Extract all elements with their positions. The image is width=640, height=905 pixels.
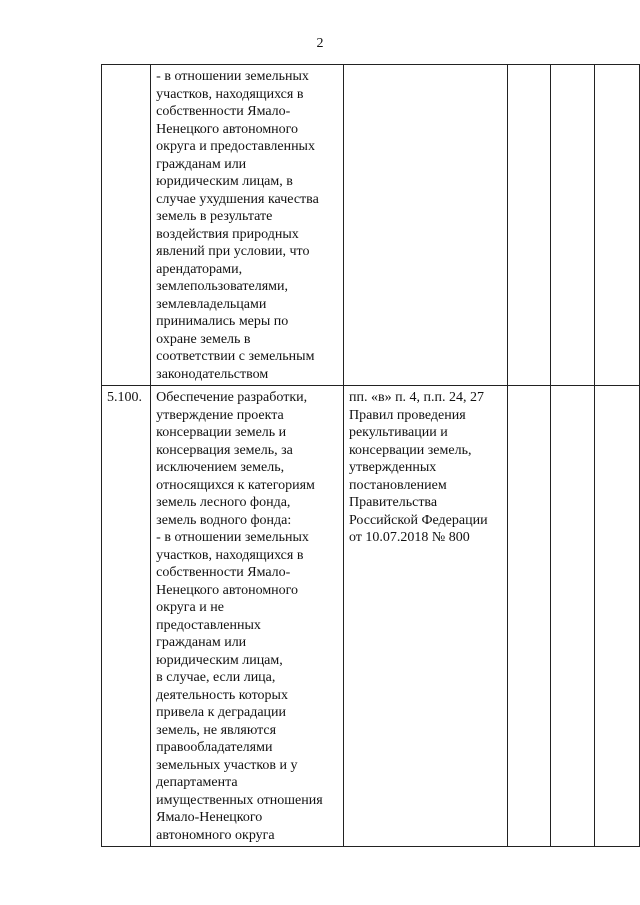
row-number-cell [102, 65, 151, 386]
document-table [101, 64, 640, 847]
description-line: округа и предоставленных [156, 139, 315, 154]
description-line: исключением земель, [156, 460, 285, 475]
empty-cell-4 [507, 386, 550, 847]
description-line: Ненецкого автономного [156, 582, 299, 598]
description-line: - в отношении земельных [156, 530, 309, 545]
description-line: гражданам или [156, 156, 247, 172]
description-line: привела к деградации [156, 705, 287, 720]
description-line: собственности Ямало- [156, 104, 291, 119]
description-line: арендаторами, [156, 261, 243, 277]
description-line: деятельность которых [156, 687, 288, 703]
description-cell [151, 65, 344, 386]
empty-cell-4 [507, 65, 550, 386]
description-line: утверждение проекта [156, 407, 284, 423]
description-line: охране земель в [156, 331, 251, 347]
legal-basis-line: Правительства [348, 495, 438, 510]
description-line: округа и не [156, 600, 224, 615]
legal-basis-line: рекультивации и [348, 425, 448, 440]
description-line: явлений при условии, что [156, 244, 310, 259]
description-line: гражданам или [156, 635, 247, 650]
description-line: земель, не являются [156, 722, 277, 738]
description-line: правообладателями [156, 740, 273, 755]
legal-basis-line: утвержденных [348, 460, 437, 475]
description-line: Ненецкого автономного [156, 121, 299, 137]
legal-basis-cell [343, 386, 507, 847]
description-line: участков, находящихся в [156, 86, 304, 102]
legal-basis-line: Российской Федерации [348, 512, 488, 528]
empty-cell-6 [594, 65, 639, 386]
description-line: земель водного фонда: [156, 512, 292, 528]
description-line: - в отношении земельных [156, 69, 309, 84]
description-line: предоставленных [156, 617, 261, 633]
legal-basis-line: Правил проведения [348, 407, 466, 423]
description-line: землевладельцами [156, 296, 267, 312]
description-line: относящихся к категориям [156, 477, 315, 493]
legal-basis-line: пп. «в» п. 4, п.п. 24, 27 [348, 390, 485, 405]
description-line: случае ухудшения качества [156, 191, 319, 207]
description-line: земель в результате [156, 209, 273, 224]
description-line: имущественных отношения [156, 792, 323, 808]
table-row [102, 386, 640, 847]
empty-cell-6 [594, 386, 639, 847]
legal-basis-line: консервации земель, [348, 442, 472, 458]
description-cell [151, 386, 344, 847]
description-line: департамента [156, 775, 238, 790]
description-line: консервации земель и [156, 425, 287, 440]
legal-basis-cell [343, 65, 507, 386]
description-line: консервация земель, за [156, 442, 293, 458]
empty-cell-5 [551, 65, 594, 386]
description-line: Обеспечение разработки, [156, 390, 308, 405]
legal-basis-line: от 10.07.2018 № 800 [348, 530, 470, 545]
table-body [102, 65, 640, 847]
description-line: землепользователями, [156, 279, 288, 294]
legal-basis-line: постановлением [348, 477, 447, 493]
table-row [102, 65, 640, 386]
description-line: Ямало-Ненецкого [156, 810, 263, 825]
description-line: юридическим лицам, [156, 652, 283, 668]
description-line: собственности Ямало- [156, 565, 291, 580]
description-line: в случае, если лица, [156, 670, 276, 685]
page-number: 2 [316, 36, 324, 51]
description-line: законодательством [156, 366, 269, 382]
description-line: участков, находящихся в [156, 547, 304, 563]
description-line: юридическим лицам, в [156, 174, 293, 189]
description-line: земель лесного фонда, [156, 495, 291, 510]
description-line: воздействия природных [156, 226, 299, 242]
row-number-cell: 5.100. [102, 386, 151, 847]
empty-cell-5 [551, 386, 594, 847]
description-line: принимались меры по [156, 314, 289, 329]
description-line: соответствии с земельным [156, 349, 315, 364]
description-line: земельных участков и у [156, 757, 298, 773]
description-line: автономного округа [156, 827, 275, 843]
